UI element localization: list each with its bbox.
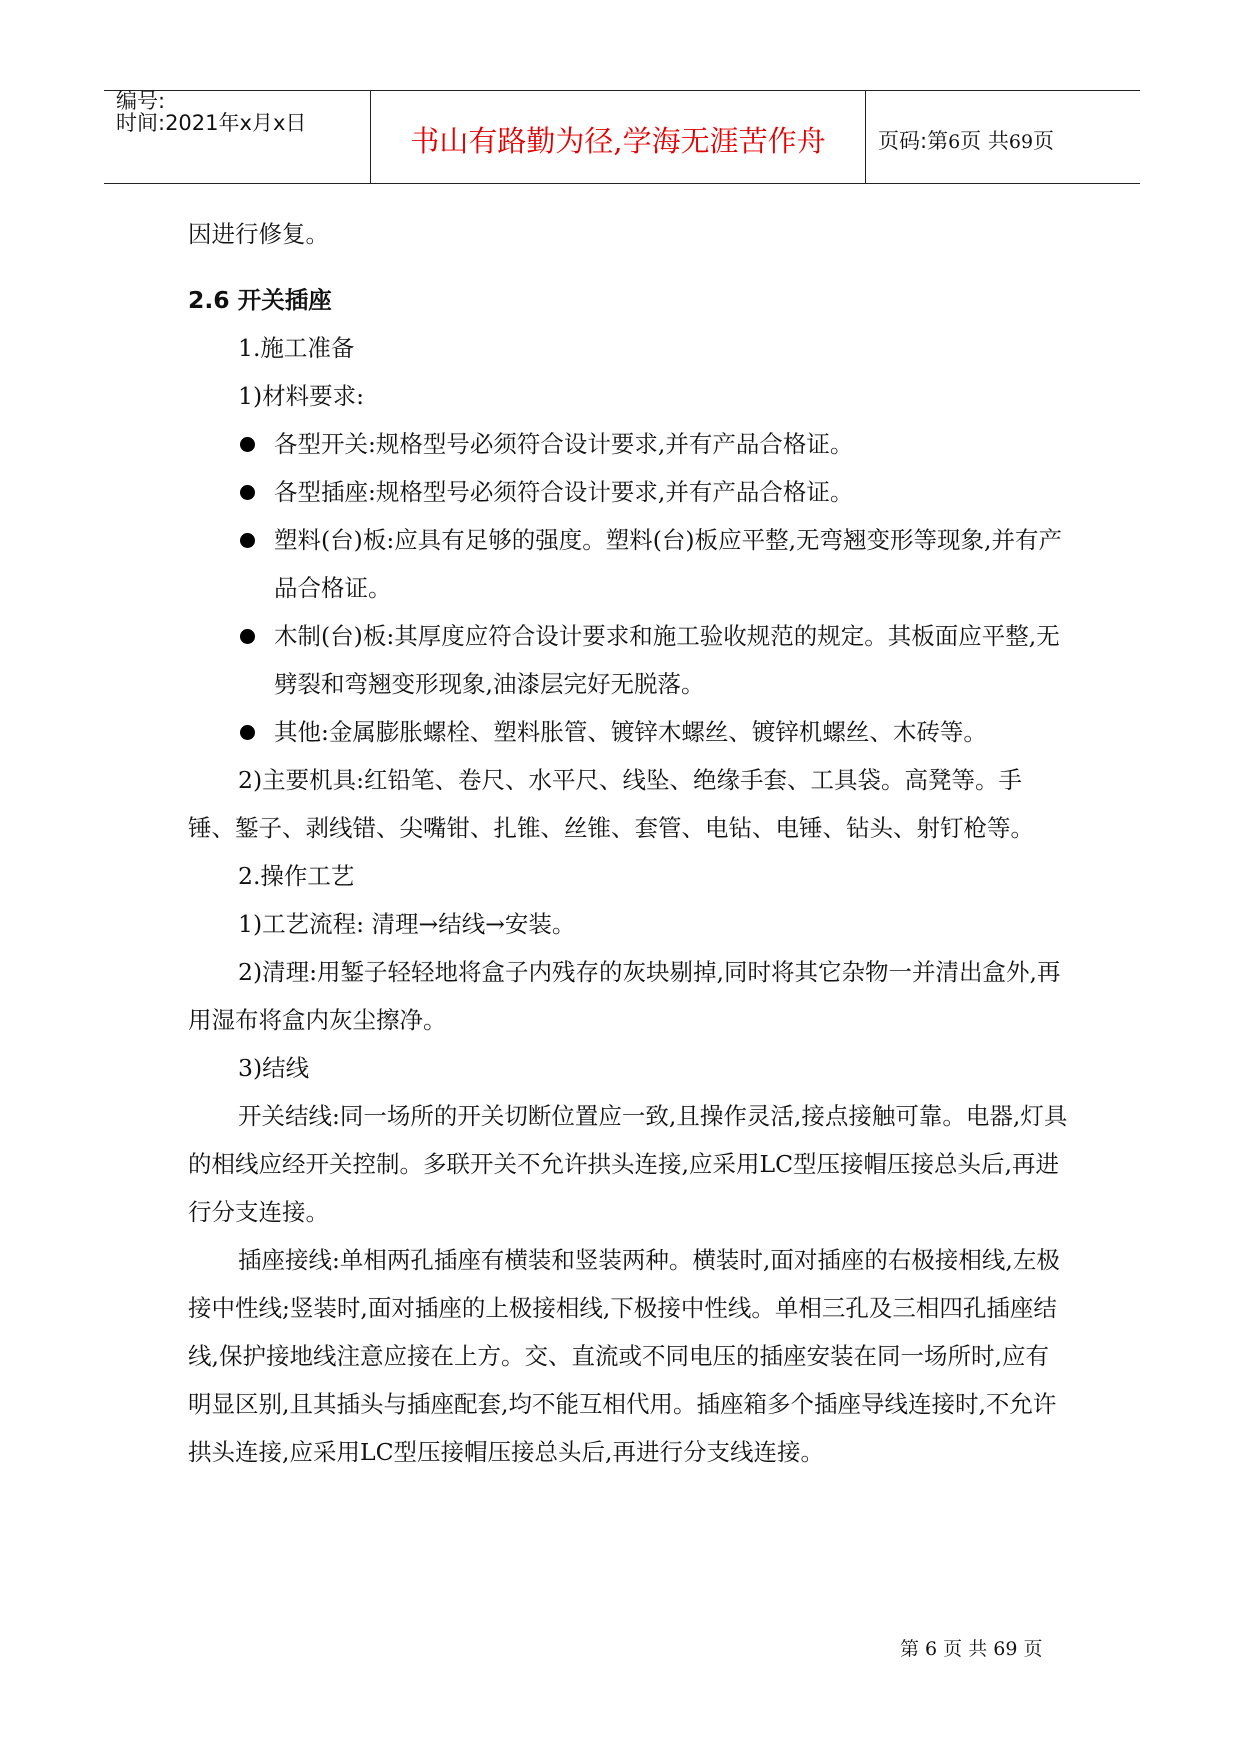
list-item	[188, 420, 1068, 468]
header-page-cell	[864, 91, 1140, 183]
bullet-icon	[240, 725, 255, 740]
header-page-info	[878, 125, 1054, 155]
list-item	[188, 468, 1068, 516]
bullet-icon	[240, 485, 255, 500]
switch-wiring-paragraph: 开关结线:同一场所的开关切断位置应一致,且操作灵活,接点接触可靠。电器,灯具的相线应经开关控制。多联开关不允许拱头连接,应采用LC型压接帽压接总头后,再进行分支连接。	[188, 1102, 1068, 1226]
header-left-cell	[116, 91, 372, 183]
page-total: 69	[1008, 131, 1034, 153]
header-motto-cell	[370, 91, 866, 183]
page-current: 6	[948, 131, 961, 153]
page-footer: 第 6 页 共 69 页	[900, 1638, 1043, 1660]
wiring-title: 3)结线	[238, 1054, 310, 1082]
process-flow: 1)工艺流程: 清理→结线→安装。	[238, 910, 576, 938]
page-mid-label: 页 共	[960, 129, 1009, 153]
page-label: 页码:第	[878, 129, 949, 153]
subsection-prep-title: 1.施工准备	[238, 334, 355, 362]
list-item-text: 其他:金属膨胀螺栓、塑料胀管、镀锌木螺丝、镀锌机螺丝、木砖等。	[274, 718, 987, 746]
list-item-text: 木制(台)板:其厚度应符合设计要求和施工验收规范的规定。其板面应平整,无劈裂和弯翘变形现象,油漆层完好无脱落。	[274, 622, 1060, 698]
bullet-icon	[240, 437, 255, 452]
page-header	[104, 90, 1140, 184]
materials-list	[188, 420, 1068, 756]
list-item	[188, 516, 1068, 612]
page-end-label: 页	[1033, 129, 1055, 153]
cleaning-paragraph: 2)清理:用錾子轻轻地将盒子内残存的灰块剔掉,同时将其它杂物一并清出盒外,再用湿布将盒内灰尘擦净。	[188, 958, 1061, 1034]
section-title: 2.6 开关插座	[188, 286, 332, 314]
list-item	[188, 612, 1068, 708]
materials-title: 1)材料要求:	[238, 382, 365, 410]
list-item-text: 各型开关:规格型号必须符合设计要求,并有产品合格证。	[274, 430, 854, 458]
list-item-text: 各型插座:规格型号必须符合设计要求,并有产品合格证。	[274, 478, 854, 506]
socket-wiring-paragraph: 插座接线:单相两孔插座有横装和竖装两种。横装时,面对插座的右极接相线,左极接中性线;竖装时,面对插座的上极接相线,下极接中性线。单相三孔及三相四孔插座结线,保护接地线注意应接在上方。交、直流或不同电压的插座安装在同一场所时,应有明显区别,且其插头与插座配套,均不能互相代用。插座箱多个插座导线连接时,不允许拱头连接,应采用LC型压接帽压接总头后,再进行分支线连接。	[188, 1246, 1060, 1466]
paragraph-continuation: 因进行修复。	[188, 220, 329, 248]
bullet-icon	[240, 533, 255, 548]
document-number-label: 编号:	[116, 89, 166, 113]
document-time-label: 时间:2021年x月x日	[116, 111, 307, 135]
tools-paragraph: 2)主要机具:红铅笔、卷尺、水平尺、线坠、绝缘手套、工具袋。高凳等。手锤、錾子、剥线错、尖嘴钳、扎锥、丝锥、套管、电钻、电锤、钻头、射钉枪等。	[188, 766, 1034, 842]
subsection-ops-title: 2.操作工艺	[238, 862, 355, 890]
document-body	[188, 210, 1068, 1476]
bullet-icon	[240, 629, 255, 644]
list-item-text: 塑料(台)板:应具有足够的强度。塑料(台)板应平整,无弯翘变形等现象,并有产品合格证。	[274, 526, 1063, 602]
header-motto: 书山有路勤为径,学海无涯苦作舟	[410, 124, 826, 158]
list-item	[188, 708, 1068, 756]
